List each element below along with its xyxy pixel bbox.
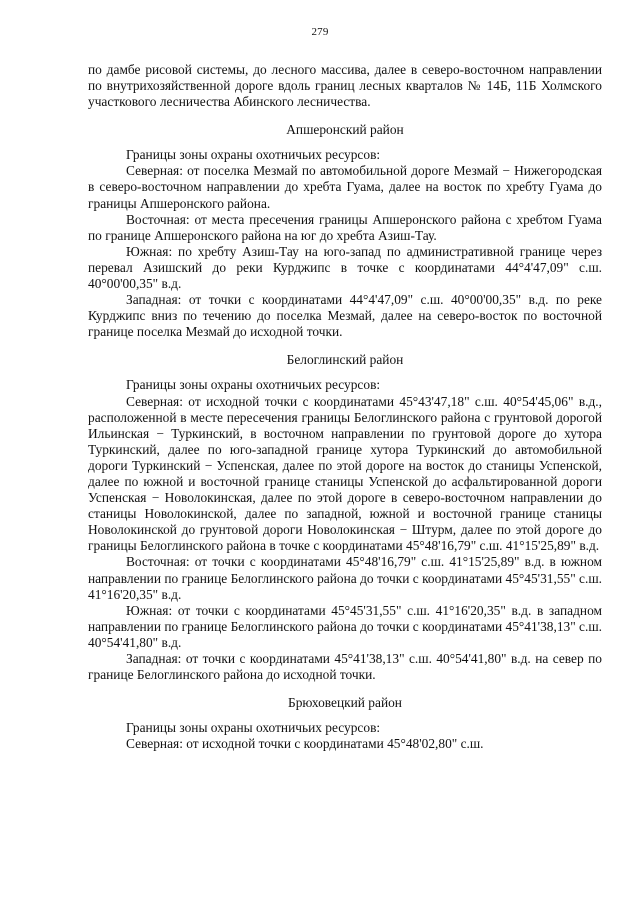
boundary-west: Западная: от точки с координатами 44°4'47,09" с.ш. 40°00'00,35" в.д. по реке Курджипс вниз по течению до поселка Мезмай, далее на северо-восток по восточной границе поселка Мезмай до исходной точки. bbox=[88, 292, 602, 340]
boundary-south: Южная: по хребту Азиш-Тау на юго-запад по административной границе через перевал Азишский до реки Курджипс в точке с координатами 44°4'47,09" с.ш. 40°00'00,35" в.д. bbox=[88, 243, 602, 292]
zone-title: Границы зоны охраны охотничьих ресурсов: bbox=[126, 377, 381, 393]
section-title-bryukhovetsky: Брюховецкий район bbox=[288, 695, 402, 711]
boundary-west: Западная: от точки с координатами 45°41'38,13" с.ш. 40°54'41,80" в.д. на север по границе Белоглинского района до исходной точки. bbox=[88, 651, 602, 683]
document-body bbox=[88, 62, 602, 752]
boundary-south: Южная: от точки с координатами 45°45'31,55" с.ш. 41°16'20,35" в.д. в западном направлении по границе Белоглинского района до точки с координатами 45°41'38,13" с.ш. 40°54'41,80" в.д. bbox=[88, 602, 602, 650]
boundary-east: Восточная: от точки с координатами 45°48'16,79" с.ш. 41°15'25,89" в.д. в южном направлении по границе Белоглинского района до точки с координатами 45°45'31,55" с.ш. 41°16'20,35" в.д. bbox=[88, 554, 602, 602]
boundary-north: Северная: от исходной точки с координатами 45°43'47,18" с.ш. 40°54'45,06" в.д., расположенной в месте пересечения границы Белоглинского района с грунтовой дорогой Ильинская − Туркинский, в восточном направлении по грунтовой дороге до хутора Туркинский, далее по юго-западной границе хутора Туркинский до автомобильной дороги Туркинский − Успенская, далее по этой дороге на восток до станицы Успенской, далее по южной и восточной границе станицы Успенской до асфальтированной дороги Успенская − Новолокинская, далее по этой дороге в северо-восточном направлении до станицы Новолокинской, далее по западной, южной и восточной границе станицы Новолокинской до грунтовой дороги Новолокинская − Штурм, далее по этой дороге до границы Белоглинского района в точке с координатами 45°48'16,79" с.ш. 41°15'25,89" в.д. bbox=[88, 393, 602, 554]
section-title-apsheronsky: Апшеронский район bbox=[286, 122, 404, 138]
zone-title: Границы зоны охраны охотничьих ресурсов: bbox=[126, 147, 381, 163]
boundary-north: Северная: от поселка Мезмай по автомобильной дороге Мезмай − Нижегородская в северо-восточном направлении до хребта Гуама, далее на восток по хребту Гуама до границы Апшеронского района. bbox=[88, 163, 602, 211]
section-title-beloglinsky: Белоглинский район bbox=[286, 352, 404, 368]
zone-title: Границы зоны охраны охотничьих ресурсов: bbox=[126, 720, 381, 736]
boundary-north: Северная: от исходной точки с координатами 45°48'02,80" с.ш. bbox=[126, 736, 484, 752]
boundary-east: Восточная: от места пресечения границы Апшеронского района с хребтом Гуама по границе Апшеронского района на юг до хребта Азиш-Тау. bbox=[88, 211, 602, 243]
page-number: 279 bbox=[311, 26, 329, 38]
intro-paragraph: по дамбе рисовой системы, до лесного массива, далее в северо-восточном направлении по внутрихозяйственной дороге вдоль границ лесных кварталов № 14Б, 11Б Холмского участкового лесничества Абинского лесничества. bbox=[88, 62, 602, 110]
